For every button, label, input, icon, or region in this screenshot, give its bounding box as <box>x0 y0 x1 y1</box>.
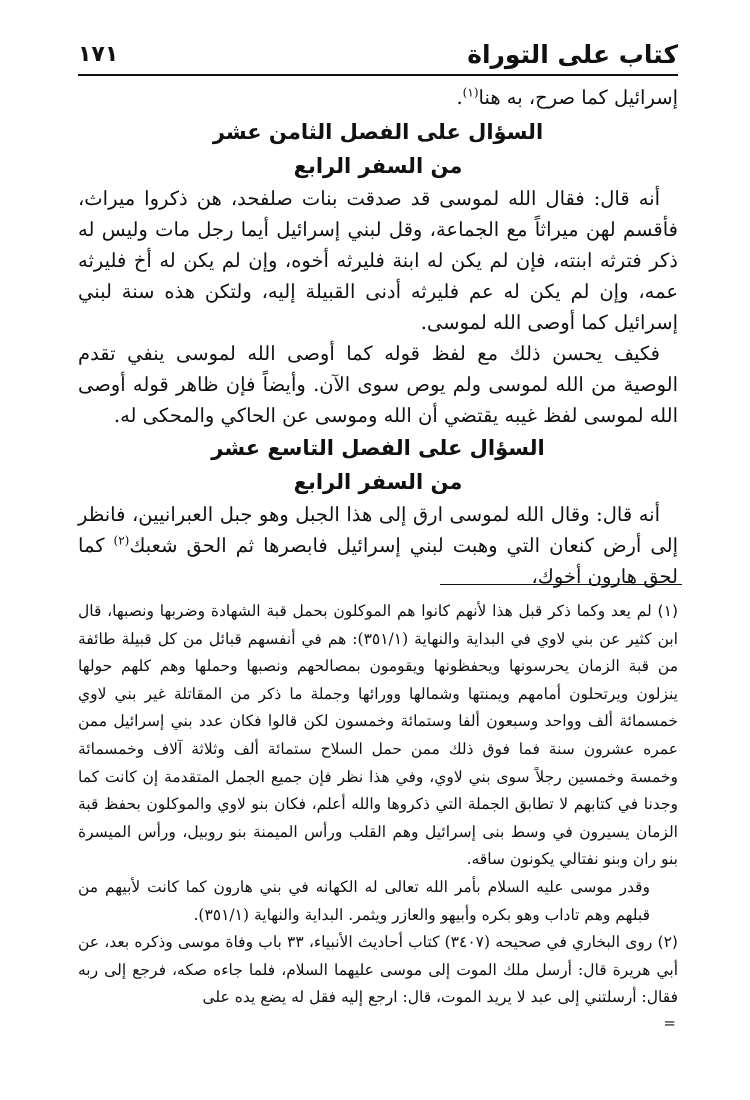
book-title: كتاب على التوراة <box>467 40 678 69</box>
paragraph: أنه قال: فقال الله لموسى قد صدقت بنات صلفحد، هن ذكروا ميراث، فأقسم لهن ميراثاً مع الجماعة، وقل لبني إسرائيل أيما رجل مات وليس له ذكر فترثه ابنته، فإن لم يكن له ابنة فليرثه أخوه، وإن لم يكن له أخ فليرثه عمه، وإن لم يكن له عم فليرثه أدنى القبيلة إليه، ولتكن هذه سنة لبني إسرائيل كما أوصى الله لموسى. <box>78 187 678 334</box>
paragraph: فكيف يحسن ذلك مع لفظ قوله كما أوصى الله لموسى ينفي تقدم الوصية من الله لموسى ولم يوص سوى الآن. وأيضاً فإن ظاهر قوله أوصى الله لموسى لفظ غيبه يقتضي أن الله وموسى عن الحاكي والمحكى له. <box>78 342 678 427</box>
paragraph: أنه قال: وقال الله لموسى ارق إلى هذا الجبل وهو جبل العبرانيين، فانظر إلى أرض كنعان التي وهبت لبني إسرائيل فابصرها ثم الحق شعبك$^{(٢)}$ كما لحق هارون أخوك، <box>78 503 678 588</box>
section-heading: السؤال على الفصل الثامن عشر <box>212 120 544 144</box>
footnotes <box>78 598 678 1034</box>
footnote-separator <box>440 584 682 585</box>
footnote-ref-1[interactable]: (١) <box>462 85 479 100</box>
footnote-number: (٢) <box>657 933 678 952</box>
page-number: ١٧١ <box>78 42 119 67</box>
continuation-mark: = <box>663 1013 676 1032</box>
footnote-number: (١) <box>657 602 678 620</box>
intro-line: إسرائيل كما صرح، به هنا$^{(١)}$. <box>456 85 678 109</box>
section-subheading: من السفر الرابع <box>293 470 463 494</box>
footnote-1: (١) لم يعد وكما ذكر قبل هذا لأنهم كانوا هم الموكلون بحمل قبة الشهادة وضربها ونصبها، قال ابن كثير عن بني لاوي في البداية والنهاية (٣٥١/١): هم في أنفسهم قبائل من كل قبيلة طائفة من قبة الزمان يحرسونها ويحفظونها ويقومون بمصالحهم ونصبها وحملها وهم كلهم حولها ينزلون ويرتحلون أمامهم ويمنتها وشمالها وورائها وجملة ما ذكر من المقاتلة غير بني لاوي خمسمائة ألف وواحد وسبعون ألفا وستمائة وخمسون لكن قالوا فكان عدد بني إسرائيل ممن عمره عشرون سنة فما فوق ذلك ممن حمل السلاح ستمائة ألف وثلاثة آلاف وخمسمائة وخمسة وخمسين رجلاً سوى بني لاوي، وفي هذا نظر فإن جميع الجمل المتقدمة إن كانت كما وجدنا في كتابهم لا تطابق الجملة التي ذكروها والله أعلم، فكان بنو لاوي والموكلون بحفظ قبة الزمان يسيرون في وسط بنى إسرائيل وهم القلب ورأس الميمنة بنو روبيل، ورأس الميسرة بنو ران وبنو نفتالي يكونون ساقه. <box>78 602 678 869</box>
running-header <box>78 40 678 76</box>
footnote-1-continuation: وقدر موسى عليه السلام بأمر الله تعالى له الكهانه في بني هارون كما كانت لأبيهم من قبلهم وهم تاداب وهو بكره وأبيهو والعازر ويثمر. البداية والنهاية (٣٥١/١). <box>78 877 650 924</box>
footnote-2: (٢) روى البخاري في صحيحه (٣٤٠٧) كتاب أحاديث الأنبياء، ٣٣ باب وفاة موسى وذكره بعد، عن أبي هريرة قال: أرسل ملك الموت إلى موسى عليهما السلام، فلما جاءه صكه، فرجع إلى ربه فقال: أرسلتني إلى عبد لا يريد الموت، قال: ارجع إليه فقل له يضع يده على <box>78 933 678 1007</box>
section-heading: السؤال على الفصل التاسع عشر <box>211 436 545 460</box>
main-text <box>78 82 678 592</box>
section-subheading: من السفر الرابع <box>293 154 463 178</box>
footnote-ref-2[interactable]: (٢) <box>113 533 130 548</box>
